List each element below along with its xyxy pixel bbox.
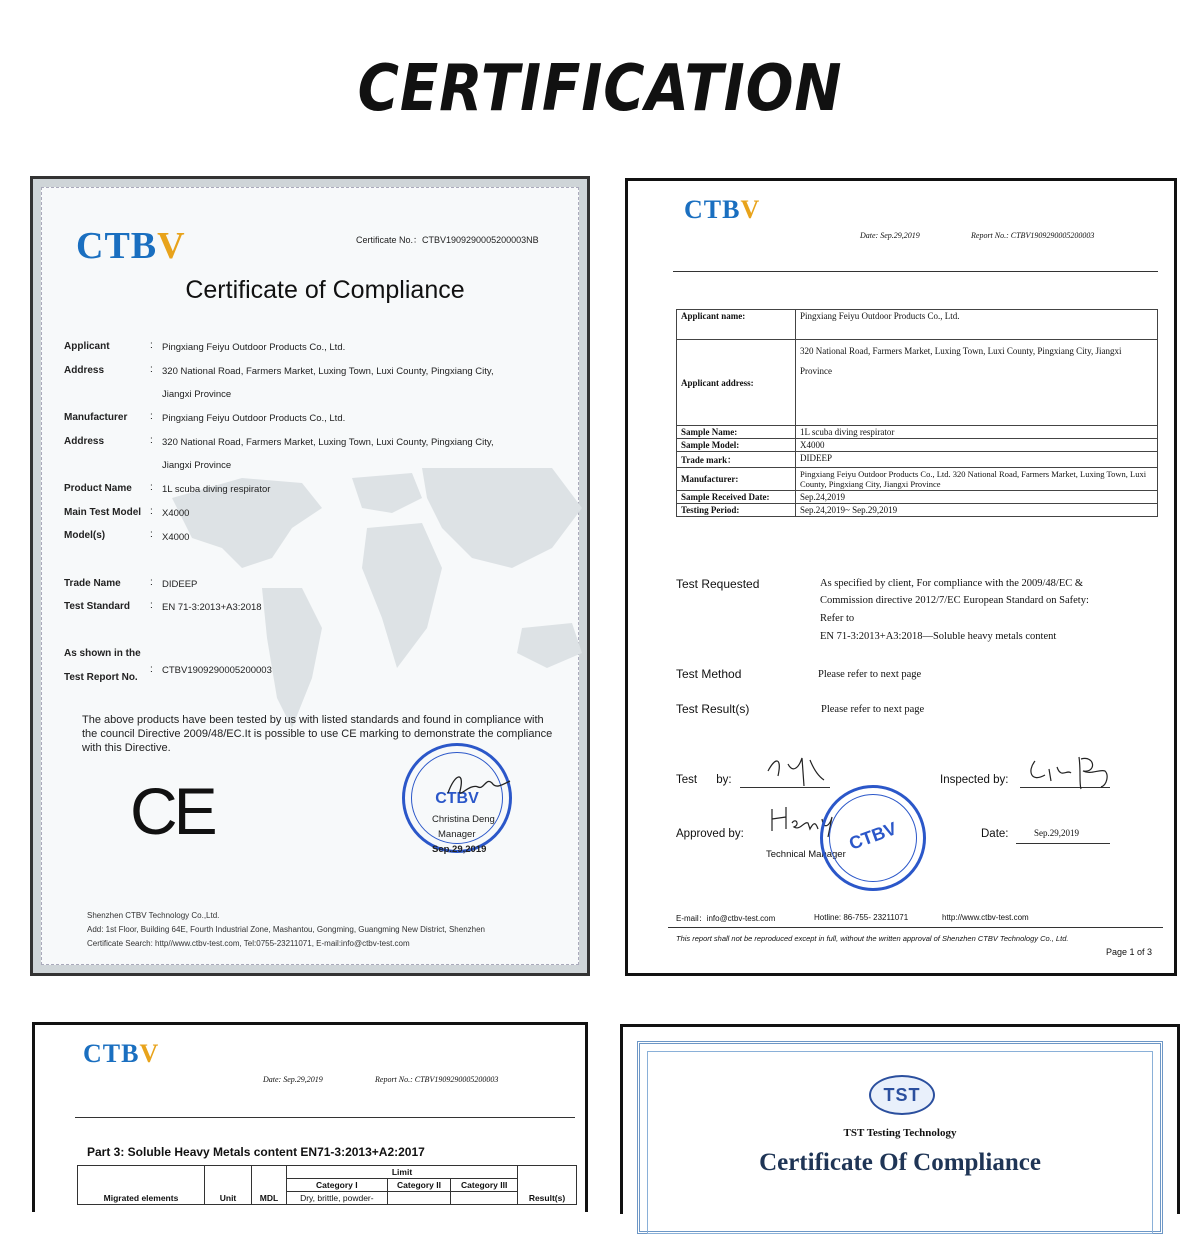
test-report-no-label: Test Report No. (64, 672, 138, 683)
header-rule (75, 1117, 575, 1118)
table-row: Sample Model: X4000 (677, 439, 1158, 452)
test-requested-line-2: Commission directive 2012/7/EC European Standard on Safety: (820, 595, 1089, 606)
test-standard-label: Test Standard (64, 601, 130, 612)
footer-website: http://www.ctbv-test.com (942, 913, 1029, 922)
test-result-label: Test Result(s) (676, 702, 750, 716)
compliance-statement: The above products have been tested by us with listed standards and found in compliance with the council Directive 2009/48/EC.It is possible to use CE marking to demonstrate the compliance with this Directive. (82, 714, 553, 754)
report-info-table (676, 309, 1158, 517)
inspected-by-label: Inspected by: (940, 774, 1009, 786)
table-row: Sample Received Date: Sep.24,2019 (677, 491, 1158, 504)
manufacturer-address-line-1: 320 National Road, Farmers Market, Luxing Town, Luxi County, Pingxiang City, (162, 437, 494, 448)
report-disclaimer: This report shall not be reproduced except in full, without the written approval of Shenzhen CTBV Technology Co., Ltd. (676, 934, 1069, 943)
trade-name-value: DIDEEP (162, 579, 198, 590)
test-method-value: Please refer to next page (818, 669, 922, 680)
date-line (1016, 843, 1110, 844)
test-by-label: Test by: (676, 774, 732, 786)
table-row: Dry, brittle, powder- (78, 1192, 577, 1205)
main-test-model-value: X4000 (162, 508, 190, 519)
test-report-no-value: CTBV1909290005200003 (162, 665, 272, 676)
product-name-label: Product Name (64, 483, 132, 494)
tst-logo: TST (869, 1075, 935, 1115)
report-date: Date: Sep.29,2019 (263, 1075, 323, 1084)
models-value: X4000 (162, 532, 190, 543)
table-row: Manufacturer: Pingxiang Feiyu Outdoor Products Co., Ltd. 320 National Road, Farmers Market, Luxing Town, Luxi County, Pingxiang City, Jiangxi Province (677, 468, 1158, 491)
certificate-inner: CTBV Certificate No.：CTBV1909290005200003NB Certificate of Compliance Applicant : Pingxiang Feiyu Outdoor Products Co., Ltd. Address : 320 National Road, Farmers Market, Luxing Town, Luxi County, Pingxiang City, Jiangxi Province Manufacturer : Pingxiang Feiyu Outdoor Products Co., Ltd. Address : 320 National Road, Farmers Market, Luxing Town, Luxi County, Pingxiang City, Jiangxi Province Product Name : 1L scuba diving respirator Main Test Model : X4000 Model(s) : X4000 Trade Name : DIDEEP Test Standard : EN 71-3:2013+A3:2018 As shown in the Test Report No. : CTBV1909290005200003 The above products have been tested by us with listed standards and found in compliance with the council Directive 2009/48/EC.It is possible to use CE marking to demonstrate the compliance with this Directive. CE CTBV Christina Deng Manager Sep.29,2019 Shenzhen CTBV Technology Co.,Ltd. Add: 1st Floor, Building 64E, Fourth Industrial Zone, Mashantou, Gongming, Guangming New District, Shenzhen Certificate Search: http//www.ctbv-test.com, Tel:0755-23211071, E-mail:info@ctbv-test.com (41, 187, 579, 965)
certificate-title: Certificate of Compliance (185, 276, 465, 304)
stamp-center-text: CTBV (846, 818, 900, 854)
footer-email: E-mail：info@ctbv-test.com (676, 914, 776, 923)
date-value: Sep.29,2019 (1034, 828, 1079, 838)
page-title: CERTIFICATION (357, 52, 843, 126)
certificate-number: Certificate No.：CTBV1909290005200003NB (356, 235, 539, 245)
test-method-label: Test Method (676, 667, 742, 681)
ctbv-test-report-part-3 (32, 1022, 588, 1212)
test-requested-label: Test Requested (676, 577, 760, 591)
report-number: Report No.: CTBV1909290005200003 (971, 231, 1095, 240)
page-number: Page 1 of 3 (1106, 947, 1153, 957)
report-number: Report No.: CTBV1909290005200003 (375, 1075, 499, 1084)
manufacturer-address-line-2: Jiangxi Province (162, 460, 232, 471)
company-name: TST Testing Technology (843, 1127, 957, 1139)
manager-signature (440, 763, 520, 808)
applicant-value: Pingxiang Feiyu Outdoor Products Co., Ltd. (162, 342, 346, 353)
inspector-signature (1023, 749, 1118, 794)
tester-signature (758, 746, 838, 791)
signer-role: Manager (438, 829, 476, 840)
sign-date: Sep.29,2019 (432, 844, 487, 855)
certificate-title: Certificate Of Compliance (759, 1149, 1041, 1176)
table-row: Trade mark： DIDEEP (677, 452, 1158, 468)
test-requested-line-1: As specified by client, For compliance with the 2009/48/EC & (820, 578, 1084, 589)
manufacturer-label: Manufacturer (64, 412, 128, 423)
table-header-row: Category I Category II Category III (78, 1179, 577, 1192)
ctbv-certificate-of-compliance (30, 176, 590, 976)
ce-mark: CE (130, 774, 214, 848)
heavy-metals-table (77, 1165, 577, 1205)
ctbv-test-report-page-1 (625, 178, 1177, 976)
footer-rule (668, 927, 1163, 928)
signer-name: Christina Deng (432, 814, 495, 825)
footer-hotline: Hotline: 86-755- 23211071 (814, 913, 909, 922)
report-date: Date: Sep.29,2019 (860, 231, 920, 240)
header-rule (673, 271, 1158, 272)
models-label: Model(s) (64, 530, 106, 541)
table-row: Applicant address: 320 National Road, Farmers Market, Luxing Town, Luxi County, Pingxiang City, Jiangxi Province (677, 340, 1158, 426)
footer-address: Add: 1st Floor, Building 64E, Fourth Industrial Zone, Mashantou, Gongming, Guangming New District, Shenzhen (87, 925, 485, 934)
footer-company: Shenzhen CTBV Technology Co.,Ltd. (87, 911, 220, 920)
footer-contact: Certificate Search: http//www.ctbv-test.com, Tel:0755-23211071, E-mail:info@ctbv-test.com (87, 939, 410, 948)
approved-by-label: Approved by: (676, 828, 744, 840)
ctbv-logo: CTBV (76, 225, 186, 267)
product-name-value: 1L scuba diving respirator (162, 484, 271, 495)
company-seal-stamp (820, 785, 926, 891)
shown-in-label: As shown in the (64, 648, 141, 659)
applicant-label: Applicant (64, 341, 110, 352)
address-line-2: Jiangxi Province (162, 389, 232, 400)
test-result-value: Please refer to next page (821, 704, 925, 715)
address-label: Address (64, 365, 105, 376)
approver-role: Technical Manager (766, 849, 846, 860)
table-row: Testing Period: Sep.24,2019~ Sep.29,2019 (677, 504, 1158, 517)
ctbv-logo: CTBV (83, 1039, 160, 1068)
ctbv-logo: CTBV (684, 195, 761, 224)
manufacturer-address-label: Address (64, 436, 105, 447)
table-row: Sample Name: 1L scuba diving respirator (677, 426, 1158, 439)
main-test-model-label: Main Test Model (64, 507, 142, 518)
stamp-center-text: CTBV (435, 790, 479, 807)
table-header-row: Migrated elements Unit MDL Limit Result(s) (78, 1166, 577, 1179)
test-requested-line-4: EN 71-3:2013+A3:2018—Soluble heavy metals content (820, 631, 1057, 642)
manufacturer-value: Pingxiang Feiyu Outdoor Products Co., Ltd. (162, 413, 346, 424)
address-line-1: 320 National Road, Farmers Market, Luxing Town, Luxi County, Pingxiang City, (162, 366, 494, 377)
trade-name-label: Trade Name (64, 578, 121, 589)
tst-certificate-of-compliance (620, 1024, 1180, 1214)
date-label: Date: (981, 828, 1009, 840)
table-row: Applicant name: Pingxiang Feiyu Outdoor Products Co., Ltd. (677, 310, 1158, 340)
test-standard-value: EN 71-3:2013+A3:2018 (162, 602, 262, 613)
test-requested-line-3: Refer to (820, 613, 855, 624)
part-title: Part 3: Soluble Heavy Metals content EN71-3:2013+A2:2017 (87, 1145, 425, 1159)
